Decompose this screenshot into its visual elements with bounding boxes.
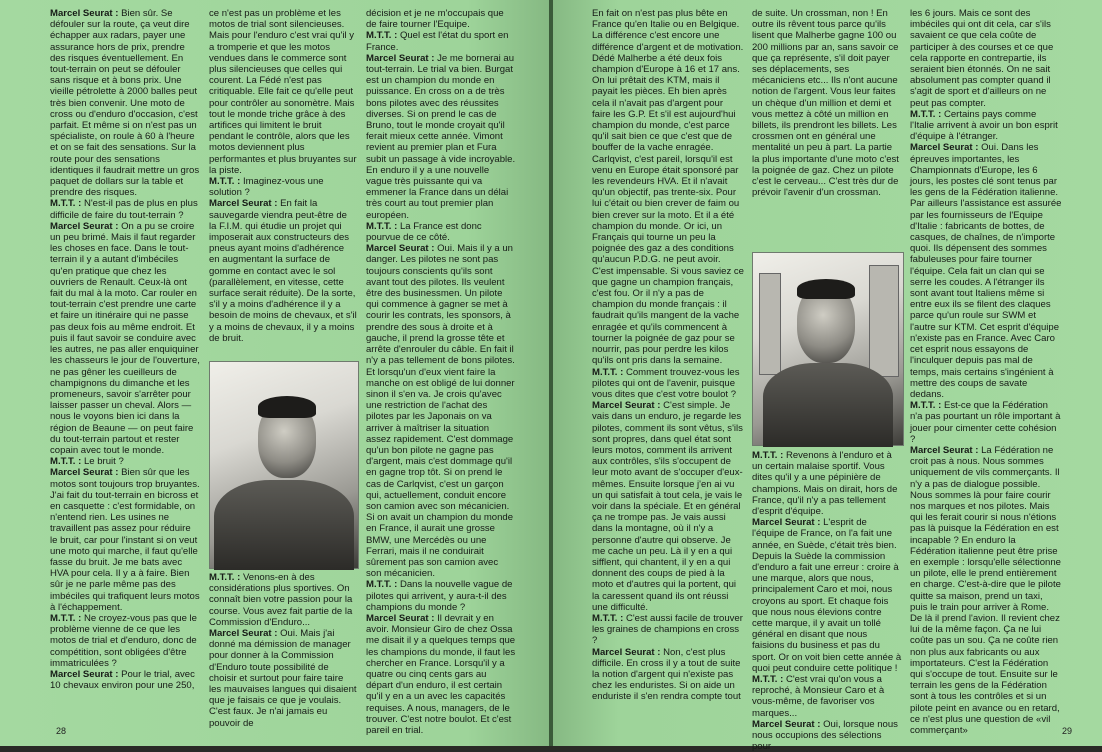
paragraph <box>910 142 1062 400</box>
paragraph <box>366 243 516 579</box>
paragraph <box>910 8 1062 109</box>
paragraph <box>752 517 902 674</box>
speaker-label: Marcel Seurat : <box>209 628 278 640</box>
speaker-label: Marcel Seurat : <box>366 243 435 255</box>
speaker-label: Marcel Seurat : <box>752 517 821 529</box>
right-column-2-top <box>752 8 902 248</box>
left-column-2-bottom <box>209 572 357 729</box>
paragraph <box>50 669 200 691</box>
speaker-label: Marcel Seurat : <box>752 718 821 730</box>
right-column-2-bottom <box>752 450 902 752</box>
paragraph-text: Oui. Dans les épreuves importantes, les Championnats d'Europe, les 6 jours, les postes clé sont tenus par les gens de la Fédération italienne. Par ailleurs l'assistance est assurée par les fournisseurs de l'Equipe d'Italie : fabricants de bottes, de casques, de chaînes, de n'importe quoi. Ils dépensent des sommes fabuleuses pour faire tourner l'équipe. Cela fait un clan qui se serre les coudes. A l'étranger ils sont avant tout Italiens même si entre eux ils se filent des claques parce qu'un roule sur SWM et l'autre sur KTM. Cet esprit d'équipe n'existe pas en France. Avec Caro cet esprit nous essayons de l'inculquer depuis pas mal de temps, mais certains s'ingénient à mettre des coups de savate dedans. <box>910 142 1062 400</box>
paragraph <box>910 109 1062 143</box>
right-page <box>553 0 1102 752</box>
left-page <box>0 0 549 746</box>
paragraph <box>910 445 1062 736</box>
paragraph-text: L'esprit de l'équipe de France, on l'a fait une année, en Suède, c'était très bien. Depuis la Suède la commission d'enduro a fait une erreur : croire à une marque, alors que nous, principalement Caro et moi, nous croyons au sport. Et chaque fois que nous nous élevions contre cette marque, il y avait un tollé général en disant que nous faisions du business et pas du sport. Or on voit bien cette année à quoi peut conduire cette politique ! <box>752 517 902 674</box>
left-column-3 <box>366 8 516 736</box>
speaker-label: Marcel Seurat : <box>910 142 979 154</box>
paragraph-text: de suite. Un crossman, non ! En outre ils rêvent tous parce qu'ils lisent que Malherbe gagne 100 ou 200 millions par an, sans savoir ce que ça représente, s'il doit payer ses déplacements, ses mécaniciens etc... Ils n'ont aucune notion de l'argent. Vous leur faites un chèque d'un million et demi et vous mettez à côté un million en billets, ils prendront les billets. Les crossmen ont en général une mentalité un peu à part. La partie la plus importante d'une moto c'est la poignée de gaz. Chez un pilote c'est le cerveau... C'est très dur de prévoir l'avenir d'un crossman. <box>752 8 899 199</box>
paragraph <box>366 30 516 52</box>
speaker-label: Marcel Seurat : <box>50 220 119 232</box>
left-column-2-top <box>209 8 357 358</box>
paragraph <box>366 221 516 243</box>
paragraph <box>592 647 744 703</box>
paragraph-text: Pour le trial, avec 10 chevaux environ pour une 250, <box>50 668 195 692</box>
paragraph <box>752 674 902 719</box>
paragraph-text: Est-ce que la Fédération n'a pas pourtant un rôle important à jouer pour cimenter cette cohésion ? <box>910 400 1061 445</box>
paragraph-text: On a pu se croire un peu brimé. Mais il faut regarder les choses en face. Dans le tout-terrain il y a autant d'imbéciles qu'en pratique que chez les ouvriers de Renault. Ceux-là ont fait du mal à la moto. Car rouler en tout-terrain c'est prendre une carte et faire un itinéraire qui ne passe pas deux fois au même endroit. Et puis il faut savoir se conduire avec les autres, ne pas aller enquiquiner les chasseurs le jour de l'ouverture, ne pas gêner les cueilleurs de champignons du dimanche et les promeneurs, savoir s'arrêter pour laisser passer un cheval. Alors —nous le voyons bien ici dans la région de Beaune — on peut faire du tout-terrain partout et rester copain avec tout le monde. <box>50 220 200 456</box>
speaker-label: Marcel Seurat : <box>50 668 119 680</box>
paragraph-text: Venons-en à des considérations plus sportives. On connaît bien votre passion pour la course. Vous avez fait partie de la Commission d'Enduro... <box>209 572 353 628</box>
paragraph-text: ce n'est pas un problème et les motos de trial sont silencieuses. Mais pour l'enduro c'est vrai qu'il y a tromperie et que les motos vendues dans le commerce sont plus silencieuses que celles qui courent. La Fédé n'est pas critiquable. Elle fait ce qu'elle peut pour contrôler au sonomètre. Mais tout le monde triche grâce à des artifices qui limitent le bruit pendant le contrôle, alors que les motos deviennent plus performantes et plus bruyantes sur la piste. <box>209 8 357 176</box>
speaker-label: M.T.T. : <box>910 400 942 412</box>
paragraph <box>50 198 200 220</box>
paragraph <box>366 8 516 30</box>
speaker-label: M.T.T. : <box>50 198 82 210</box>
page-number-right: 29 <box>1061 726 1072 736</box>
speaker-label: Marcel Seurat : <box>592 646 661 658</box>
photo-marcel-seurat-left <box>209 361 359 569</box>
paragraph <box>209 198 357 344</box>
paragraph-text: N'est-il pas de plus en plus difficile de faire du tout-terrain ? <box>50 198 198 221</box>
paragraph <box>209 8 357 176</box>
speaker-label: M.T.T. : <box>209 176 241 188</box>
paragraph-text: Oui, lorsque nous nous occupions des sélections pour <box>752 718 898 752</box>
paragraph <box>910 400 1062 445</box>
left-column-1 <box>50 8 200 716</box>
paragraph-text: En fait on n'est pas plus bête en France qu'en Italie ou en Belgique. La différence c'est encore une différence d'argent et de motivation. Dédé Malherbe a été deux fois champion d'Europe à 16 et 17 ans. On lui prêtait des KTM, mais il payait les pièces. Eh bien après cela il n'avait pas d'argent pour faire les G.P. Et s'il est aujourd'hui champion du monde, c'est parce qu'il sait bien ce que c'est que de bouffer de la vache enragée. Carlqvist, c'est pareil, lorsqu'il est venu en Europe était sponsoré par les revendeurs HVA. Et il n'avait qu'un objectif, pas trente-six. Pour lui c'était ou bien crever de faim ou bien crever sur la moto. Et il a été champion du monde. Or ici, un Français qui tourne un peu la poignée des gaz a des conditions qu'aucun P.D.G. ne peut avoir. C'est impensable. Si vous saviez ce que gagne un champion français, c'est fou. Or il n'y a pas de champion du monde français : il faudrait qu'ils mangent de la vache enragée et qu'ils commencent à tourner la poignée de gaz pour se nourrir, pas pour perdre les kilos qu'ils ont pris dans la semaine. <box>592 8 744 367</box>
paragraph-text: La France est donc pourvue de ce côté. <box>366 220 482 244</box>
paragraph-text: les 6 jours. Mais ce sont des imbéciles qui ont dit cela, car s'ils savaient ce que cela coûte de participer à des courses et ce que cela rapporte en contrepartie, ils seraient bien étonnés. On ne sait absolument pas compter quand il s'agit de sport et d'ailleurs on ne peut pas compter. <box>910 8 1054 109</box>
paragraph-text: Non, c'est plus difficile. En cross il y a tout de suite la notion d'argent qui n'existe pas chez les enduristes. Si on aide un enduriste il s'en rendra compte tout <box>592 646 741 703</box>
paragraph <box>50 8 200 198</box>
paragraph <box>592 8 744 367</box>
paragraph-text: Je me bornerai au tout-terrain. Le trial va bien. Burgat est un champion du monde en puissance. En cross on a de très bons pilotes avec des réussites diverses. Si on prend le cas de Bruno, tout le monde croyait qu'il ferait mieux cette année. Vimont revient au premier plan et Fura subit un passage à vide incroyable. En enduro il y a une nouvelle vague très puissante qui va emmener la France dans un délai très court au tout premier plan européen. <box>366 52 516 221</box>
paragraph-text: C'est simple. Je vais dans un enduro, je regarde les pilotes, comment ils sont vêtus, s'ils sont propres, dans quel état sont leurs motos, comment ils arrivent aux contrôles, s'ils s'occupent de leur moto avant de s'occuper d'eux-mêmes. Ensuite lorsque j'en ai vu un qui satisfait à tout cela, je vais le voir dans la spéciale. Et en général ça ne trompe pas. Je vais aussi dans la montagne, où il n'y a personne d'autre qui observe. Je me cache un peu. Là il y en a qui sifflent, qui chantent, il y en a qui donnent des coups de pied à la moto et d'autres qui la portent, qui la caressent quand ils ont réussi une difficulté. <box>592 400 743 613</box>
speaker-label: M.T.T. : <box>592 612 624 624</box>
paragraph <box>50 221 200 456</box>
paragraph <box>752 450 902 517</box>
paragraph-text: Revenons à l'enduro et à un certain malaise sportif. Vous dites qu'il y a une pépinière de champions. Mais on dirait, hors de France, qu'il n'y a pas tellement d'esprit d'équipe. <box>752 450 898 518</box>
speaker-label: Marcel Seurat : <box>50 467 119 479</box>
paragraph <box>50 456 200 467</box>
paragraph-text: Ne croyez-vous pas que le problème vienne de ce que les motos de trial et d'enduro, donc de compétition, sont obligées d'être immatriculées ? <box>50 612 197 669</box>
speaker-label: M.T.T. : <box>592 366 624 378</box>
paragraph <box>592 367 744 401</box>
paragraph-text: La Fédération ne croit pas à nous. Nous sommes uniquement de vils commerçants. Il n'y a pas de dialogue possible. Nous sommes là pour faire courir nos marques et nos pilotes. Mais qui les ferait courir si nous n'étions pas là puisque la Fédération en est incapable ? En enduro la Fédération italienne peut être prise en exemple : lorsqu'elle sélectionne un pilote, elle le prend entièrement en charge. C'est-à-dire que le pilote quitte sa maison, prend un taxi, puis le train pour arriver à Rome. De là il prend l'avion. Il revient chez lui de la même façon. Ça ne lui coûte pas un sou. Ça ne coûte rien non plus aux fabricants ou aux importateurs. C'est la Fédération qui s'occupe de tout. Ensuite sur le terrain les gens de la Fédération sont à tous les contrôles et si un pilote peint en avance ou en retard, ce n'est plus une question de «vil commerçant» <box>910 444 1061 736</box>
paragraph <box>366 53 516 221</box>
paragraph <box>50 467 200 613</box>
paragraph <box>366 579 516 613</box>
speaker-label: M.T.T. : <box>366 220 398 232</box>
paragraph <box>209 176 357 198</box>
paragraph-text: Comment trouvez-vous les pilotes qui ont de l'avenir, puisque vous dites que c'est votre boulot ? <box>592 366 740 400</box>
paragraph-text: Il devrait y en avoir. Monsieur Giro de chez Ossa me disait il y a quelques temps que les champions du monde, il faut les chercher en France. Lorsqu'il y a quatre ou cinq cents gars au départ d'un enduro, il est certain qu'il y en a un avec les capacités requises. A nous, managers, de le trouver. C'est notre boulot. Et c'est pareil en trial. <box>366 612 516 736</box>
paragraph-text: Bien sûr. Se défouler sur la route, ça veut dire échapper aux radars, payer une assurance hors de prix, prendre des risques éventuellement. En tout-terrain on peut se défouler sans risque et à bons prix. Une vieille pétrolette à 2000 balles peut très bien convenir. Une moto de cross ou d'enduro d'occasion, c'est parfait. Et même si on n'est pas un spécialiste, on roule à 60 à l'heure et on se fait des sensations. Sur la route pour des sensations identiques il faudrait mettre un gros paquet de dollars sur la table et prendre des risques. <box>50 8 200 199</box>
page-number-left: 28 <box>56 726 67 736</box>
right-column-1 <box>592 8 744 716</box>
paragraph <box>209 572 357 628</box>
speaker-label: M.T.T. : <box>50 456 82 468</box>
speaker-label: Marcel Seurat : <box>209 198 278 210</box>
speaker-label: Marcel Seurat : <box>366 612 435 624</box>
paragraph-text: Dans la nouvelle vague de pilotes qui arrivent, y aura-t-il des champions du monde ? <box>366 579 513 613</box>
paragraph <box>209 628 357 729</box>
speaker-label: M.T.T. : <box>50 612 82 624</box>
speaker-label: M.T.T. : <box>752 674 784 686</box>
paragraph-text: C'est vrai qu'on vous a reproché, à Monsieur Caro et à vous-même, de favoriser vos marques... <box>752 674 885 719</box>
paragraph <box>752 719 902 752</box>
paragraph-text: Le bruit ? <box>81 456 124 468</box>
paragraph-text: décision et je ne m'occupais que de faire tourner l'Equipe. <box>366 8 504 31</box>
speaker-label: Marcel Seurat : <box>592 400 661 412</box>
paragraph-text: Oui. Mais j'ai donné ma démission de manager pour donner à la Commission d'Enduro toute possibilité de choisir et surtout pour faire taire les mauvaises langues qui disaient que je faisais ce que je voulais. C'est faux. Je n'ai jamais eu pouvoir de <box>209 628 357 729</box>
speaker-label: Marcel Seurat : <box>50 8 119 19</box>
speaker-label: Marcel Seurat : <box>366 52 435 64</box>
paragraph <box>592 613 744 647</box>
paragraph <box>592 400 744 613</box>
paragraph-text: Quel est l'état du sport en France. <box>366 30 509 53</box>
speaker-label: M.T.T. : <box>366 30 398 42</box>
right-column-3 <box>910 8 1062 736</box>
paragraph <box>752 8 902 198</box>
speaker-label: M.T.T. : <box>910 108 942 120</box>
paragraph <box>50 613 200 669</box>
speaker-label: Marcel Seurat : <box>910 444 979 456</box>
paragraph-text: Oui. Mais il y a un danger. Les pilotes ne sont pas toujours conscients qu'ils sont avant tout des pilotes. Ils veulent être des businessmen. Un pilote qui commence à gagner se met à courir les contrats, les sponsors, à prendre des sous à droite et à gauche, il prend la grosse tête et arrête d'enrouler du câble. En fait il n'y a pas tellement de bons pilotes. Et lorsqu'un d'eux vient faire la manche on est obligé de lui donner sinon il s'en va. Je crois qu'avec une restriction de l'achat des pilotes par les Japonais on va arriver à maîtriser la situation assez rapidement. C'est dommage qu'un bon pilote ne gagne pas d'argent, mais c'est dommage qu'il en gagne trop tôt. Si on prend le cas de Carlqvist, c'est un garçon qui, actuellement, conduit encore son camion avec son mécanicien. Si on avait un champion du monde en France, il aurait une grosse BMW, une Mercédès ou une Ferrari, mais il ne conduirait sûrement pas son camion avec son mécanicien. <box>366 243 515 580</box>
speaker-label: M.T.T. : <box>209 572 241 583</box>
paragraph <box>366 613 516 736</box>
speaker-label: M.T.T. : <box>752 450 784 461</box>
paragraph-text: Certains pays comme l'Italie arrivent à avoir un bon esprit d'équipe à l'étranger. <box>910 108 1058 143</box>
paragraph-text: Imaginez-vous une solution ? <box>209 176 324 199</box>
paragraph-text: Bien sûr que les motos sont toujours trop bruyantes. J'ai fait du tout-terrain en bicross et en casquette : c'est formidable, on n'entend rien. Les usines ne travaillent pas assez pour réduire le bruit, car pour l'instant si on veut une moto qui marche, il faut qu'elle fasse du bruit. Je me bats avec HVA pour cela. Il y a à faire. Bien sûr je ne parle même pas des imbéciles qui trafiquent leurs motos à l'échappement. <box>50 467 200 613</box>
paragraph-text: En fait la sauvegarde viendra peut-être de la F.I.M. qui étudie un projet qui imposerait aux constructeurs des pneus ayant moins d'adhérence en augmentant la surface de gomme en contact avec le sol (parallèlement, en vitesse, cette surface serait réduite). De la sorte, s'il y a moins d'adhérence il y a besoin de moins de chevaux, et s'il y a moins de chevaux, il y a moins de bruit. <box>209 198 357 344</box>
speaker-label: M.T.T. : <box>366 579 398 591</box>
photo-marcel-seurat-right <box>752 252 904 446</box>
paragraph-text: C'est aussi facile de trouver les graines de champions en cross ? <box>592 612 743 647</box>
